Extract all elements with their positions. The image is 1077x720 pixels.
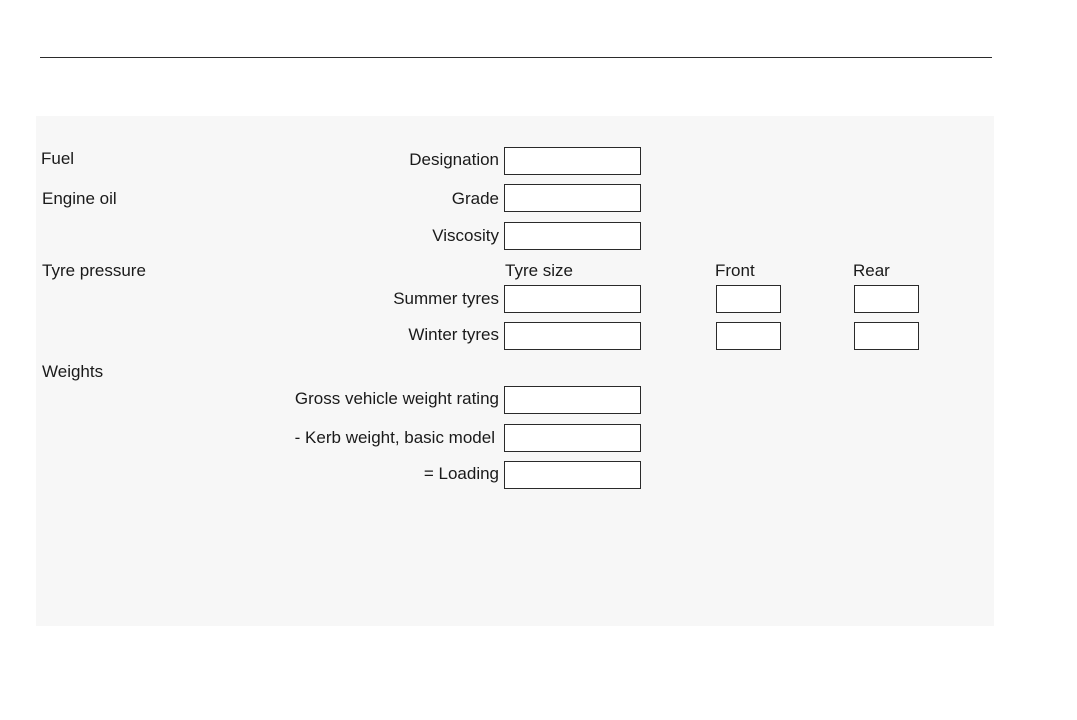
winter-front-pressure-field[interactable]	[716, 322, 781, 350]
summer-rear-pressure-field[interactable]	[854, 285, 919, 313]
grade-label: Grade	[451, 189, 499, 208]
designation-field[interactable]	[504, 147, 641, 175]
section-tyre-pressure: Tyre pressure	[42, 261, 146, 280]
loading-label: = Loading	[423, 464, 499, 483]
grade-field[interactable]	[504, 184, 641, 212]
kerb-weight-field[interactable]	[504, 424, 641, 452]
section-fuel: Fuel	[41, 149, 75, 168]
winter-rear-pressure-field[interactable]	[854, 322, 919, 350]
winter-tyres-label: Winter tyres	[408, 325, 499, 344]
viscosity-label: Viscosity	[432, 226, 499, 245]
loading-field[interactable]	[504, 461, 641, 489]
summer-tyre-size-field[interactable]	[504, 285, 641, 313]
summer-tyres-label: Summer tyres	[393, 289, 499, 308]
viscosity-field[interactable]	[504, 222, 641, 250]
top-rule	[40, 57, 992, 58]
section-engine-oil: Engine oil	[42, 189, 117, 208]
kerb-weight-label: - Kerb weight, basic model	[294, 428, 495, 447]
winter-tyre-size-field[interactable]	[504, 322, 641, 350]
gross-weight-field[interactable]	[504, 386, 641, 414]
section-weights: Weights	[42, 362, 104, 381]
front-header: Front	[715, 261, 755, 280]
summer-front-pressure-field[interactable]	[716, 285, 781, 313]
tyre-size-header: Tyre size	[505, 261, 574, 280]
rear-header: Rear	[853, 261, 890, 280]
designation-label: Designation	[409, 150, 499, 169]
gross-weight-label: Gross vehicle weight rating	[294, 389, 499, 408]
